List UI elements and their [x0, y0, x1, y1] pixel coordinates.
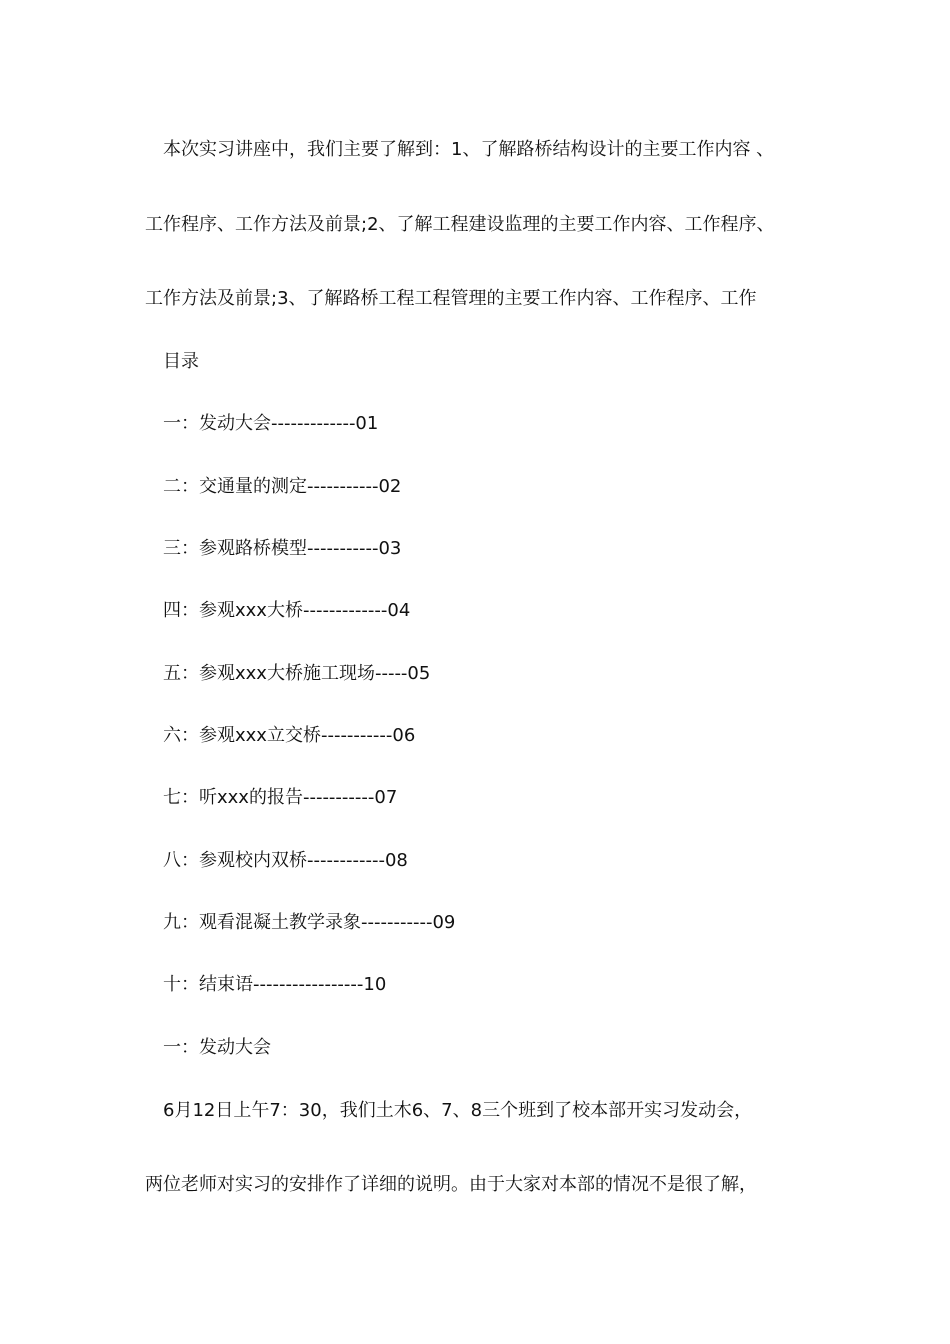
- toc-item-3: 三：参观路桥模型-----------03: [163, 538, 402, 559]
- toc-item-10: 十：结束语-----------------10: [163, 974, 387, 995]
- toc-item-9: 九：观看混凝土教学录象-----------09: [163, 912, 456, 933]
- toc-item-2: 二：交通量的测定-----------02: [163, 476, 402, 497]
- intro-line-2: 工作程序、工作方法及前景;2、了解工程建设监理的主要工作内容、工作程序、: [145, 214, 775, 235]
- paragraph-line-1: 6月12日上午7：30，我们土木6、7、8三个班到了校本部开实习发动会，: [163, 1100, 753, 1121]
- toc-item-6: 六：参观xxx立交桥-----------06: [163, 725, 416, 746]
- toc-item-1: 一：发动大会-------------01: [163, 413, 379, 434]
- toc-title: 目录: [163, 351, 199, 372]
- toc-item-8: 八：参观校内双桥------------08: [163, 850, 408, 871]
- toc-item-4: 四：参观xxx大桥-------------04: [163, 600, 411, 621]
- paragraph-line-2: 两位老师对实习的安排作了详细的说明。由于大家对本部的情况不是很了解，: [145, 1174, 757, 1195]
- toc-item-7: 七：听xxx的报告-----------07: [163, 787, 398, 808]
- toc-item-5: 五：参观xxx大桥施工现场-----05: [163, 663, 431, 684]
- intro-line-3: 工作方法及前景;3、了解路桥工程工程管理的主要工作内容、工作程序、工作: [145, 288, 757, 309]
- intro-line-1: 本次实习讲座中，我们主要了解到：1、了解路桥结构设计的主要工作内容 、: [163, 139, 775, 160]
- section-title: 一：发动大会: [163, 1037, 271, 1058]
